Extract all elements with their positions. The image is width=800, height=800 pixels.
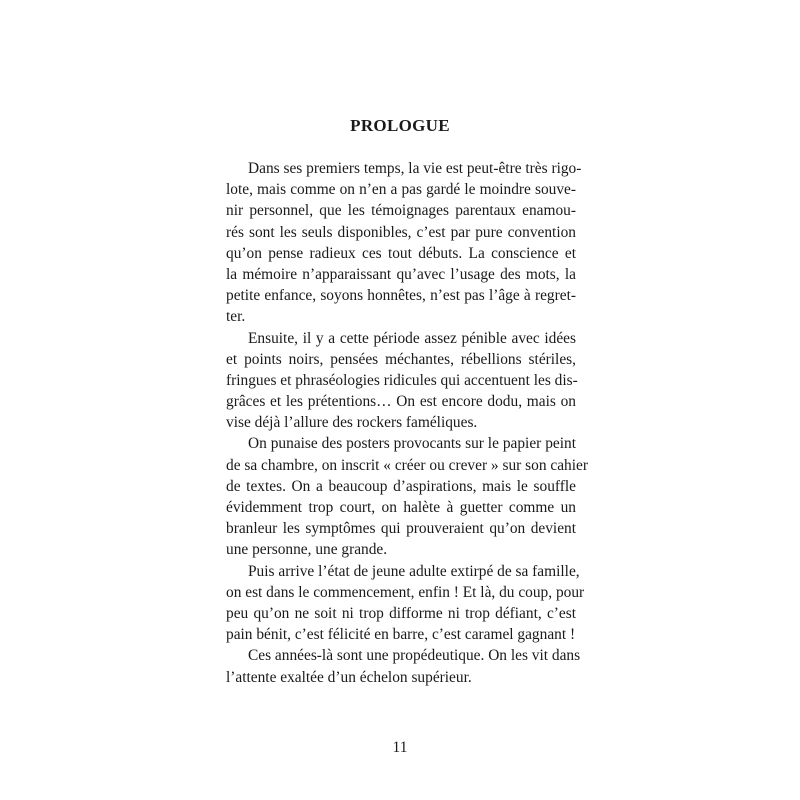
text-line: lote, mais comme on n’en a pas gardé le moindre souve-: [226, 181, 576, 199]
chapter-title: PROLOGUE: [350, 116, 450, 135]
body-text: [226, 158, 588, 688]
text-line: Ensuite, il y a cette période assez pénible avec idées: [248, 329, 576, 347]
text-line: peu qu’on ne soit ni trop difforme ni trop défiant, c’est: [226, 604, 576, 622]
text-line: vise déjà l’allure des rockers faméliques.: [226, 414, 478, 432]
text-line: pain bénit, c’est félicité en barre, c’est caramel gagnant !: [226, 626, 576, 644]
text-line: grâces et les prétentions… On est encore dodu, mais on: [226, 393, 576, 411]
text-line: et points noirs, pensées méchantes, rébellions stériles,: [226, 350, 576, 368]
paragraph: [226, 433, 588, 560]
text-line: la mémoire n’apparaissant qu’avec l’usage des mots, la: [226, 265, 576, 283]
paragraph: [226, 645, 581, 687]
text-line: Dans ses premiers temps, la vie est peut-être très rigo-: [248, 160, 582, 177]
text-line: on est dans le commencement, enfin ! Et là, du coup, pour: [226, 583, 585, 601]
text-line: Ces années-là sont une propédeutique. On les vit dans: [248, 647, 581, 665]
text-line: une personne, une grande.: [226, 541, 388, 559]
paragraph: [226, 158, 582, 328]
text-line: On punaise des posters provocants sur le papier peint: [248, 435, 576, 453]
text-line: rés sont les seuls disponibles, c’est par pure convention: [226, 223, 576, 241]
text-line: branleur les symptômes qui prouveraient qu’on devient: [226, 520, 576, 538]
text-line: de textes. On a beaucoup d’aspirations, mais le souffle: [226, 477, 576, 495]
text-line: qu’on pense radieux ces tout débuts. La conscience et: [226, 244, 576, 262]
text-line: ter.: [226, 308, 246, 326]
paragraph: [226, 328, 576, 434]
paragraph: [226, 561, 585, 646]
text-line: nir personnel, que les témoignages parentaux enamou-: [226, 202, 576, 220]
text-line: petite enfance, soyons honnêtes, n’est pas l’âge à regret-: [226, 287, 576, 305]
text-line: de sa chambre, on inscrit « créer ou crever » sur son cahier: [226, 456, 588, 474]
page-number: 11: [392, 739, 408, 756]
text-line: évidemment trop court, on halète à guetter comme un: [226, 499, 576, 516]
text-line: fringues et phraséologies ridicules qui accentuent les dis-: [226, 371, 578, 389]
text-line: Puis arrive l’état de jeune adulte extirpé de sa famille,: [248, 562, 580, 580]
text-line: l’attente exaltée d’un échelon supérieur.: [226, 668, 472, 686]
